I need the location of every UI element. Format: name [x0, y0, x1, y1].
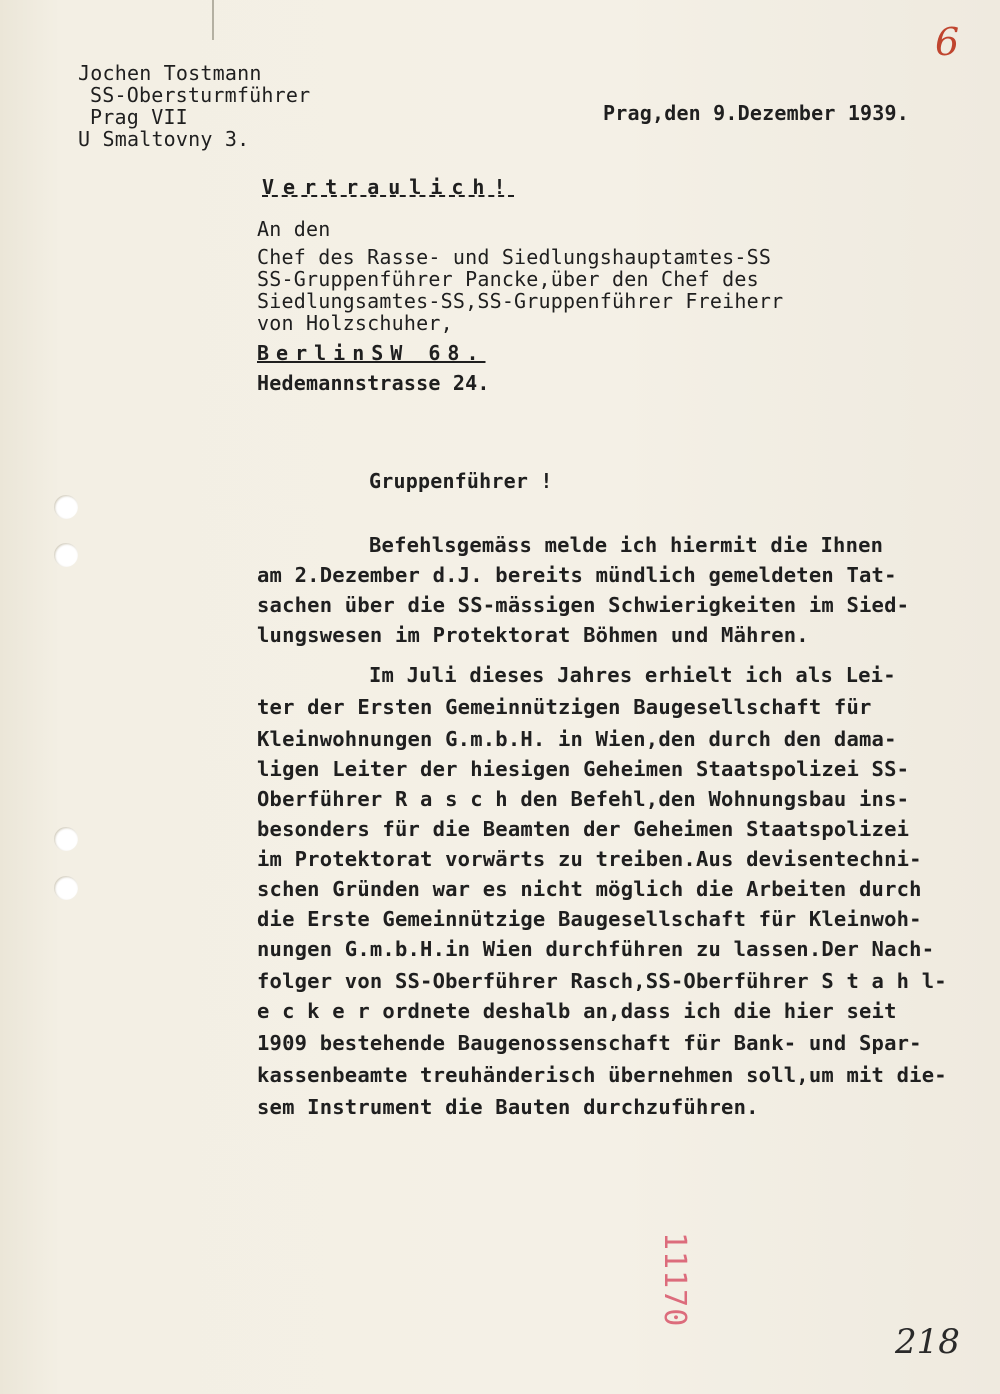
body-line: Kleinwohnungen G.m.b.H. in Wien,den durch den dama- [257, 727, 897, 751]
body-line: besonders für die Beamten der Geheimen Staatspolizei [257, 817, 910, 841]
body-line: folger von SS-Oberführer Rasch,SS-Oberführer S t a h l- [257, 969, 947, 993]
punch-hole [54, 827, 78, 851]
body-line: schen Gründen war es nicht möglich die Arbeiten durch [257, 877, 922, 901]
recipient-line: Siedlungsamtes-SS,SS-Gruppenführer Freiherr [257, 289, 784, 313]
body-line: am 2.Dezember d.J. bereits mündlich gemeldeten Tat- [257, 563, 897, 587]
confidential-heading: Vertraulich! [262, 175, 515, 199]
body-line: sachen über die SS-mässigen Schwierigkeiten im Sied- [257, 593, 910, 617]
sender-street: U Smaltovny 3. [78, 127, 250, 151]
body-line: die Erste Gemeinnützige Baugesellschaft für Kleinwoh- [257, 907, 922, 931]
recipient-to: An den [257, 217, 331, 241]
body-line: kassenbeamte treuhänderisch übernehmen soll,um mit die- [257, 1063, 947, 1087]
fold-mark [212, 0, 214, 40]
body-line: lungswesen im Protektorat Böhmen und Mähren. [257, 623, 809, 647]
punch-hole [54, 495, 78, 519]
body-line: sem Instrument die Bauten durchzuführen. [257, 1095, 759, 1119]
date-line: Prag,den 9.Dezember 1939. [603, 101, 910, 125]
recipient-line: SS-Gruppenführer Pancke,über den Chef des [257, 267, 759, 291]
recipient-line: von Holzschuher, [257, 311, 453, 335]
folio-number: 218 [895, 1322, 960, 1362]
recipient-street: Hedemannstrasse 24. [257, 371, 490, 395]
body-line: ter der Ersten Gemeinnützigen Baugesellschaft für [257, 695, 872, 719]
body-line: Im Juli dieses Jahres erhielt ich als Lei- [369, 663, 896, 687]
punch-hole [54, 543, 78, 567]
recipient-city: BerlinSW 68. [257, 341, 486, 365]
body-line: e c k e r ordnete deshalb an,dass ich die hier seit [257, 999, 897, 1023]
page-marker: 6 [935, 20, 960, 64]
sender-name: Jochen Tostmann [78, 61, 262, 85]
sender-city: Prag VII [90, 105, 188, 129]
punch-hole [54, 876, 78, 900]
body-line: nungen G.m.b.H.in Wien durchführen zu lassen.Der Nach- [257, 937, 935, 961]
sender-rank: SS-Obersturmführer [90, 83, 311, 107]
archive-stamp: 11170 [657, 1232, 692, 1328]
body-line: im Protektorat vorwärts zu treiben.Aus devisentechni- [257, 847, 922, 871]
greeting: Gruppenführer ! [369, 469, 553, 493]
body-line: ligen Leiter der hiesigen Geheimen Staatspolizei SS- [257, 757, 910, 781]
body-line: 1909 bestehende Baugenossenschaft für Bank- und Spar- [257, 1031, 922, 1055]
body-line: Oberführer R a s c h den Befehl,den Wohnungsbau ins- [257, 787, 910, 811]
body-line: Befehlsgemäss melde ich hiermit die Ihnen [369, 533, 884, 557]
recipient-line: Chef des Rasse- und Siedlungshauptamtes-SS [257, 245, 772, 269]
